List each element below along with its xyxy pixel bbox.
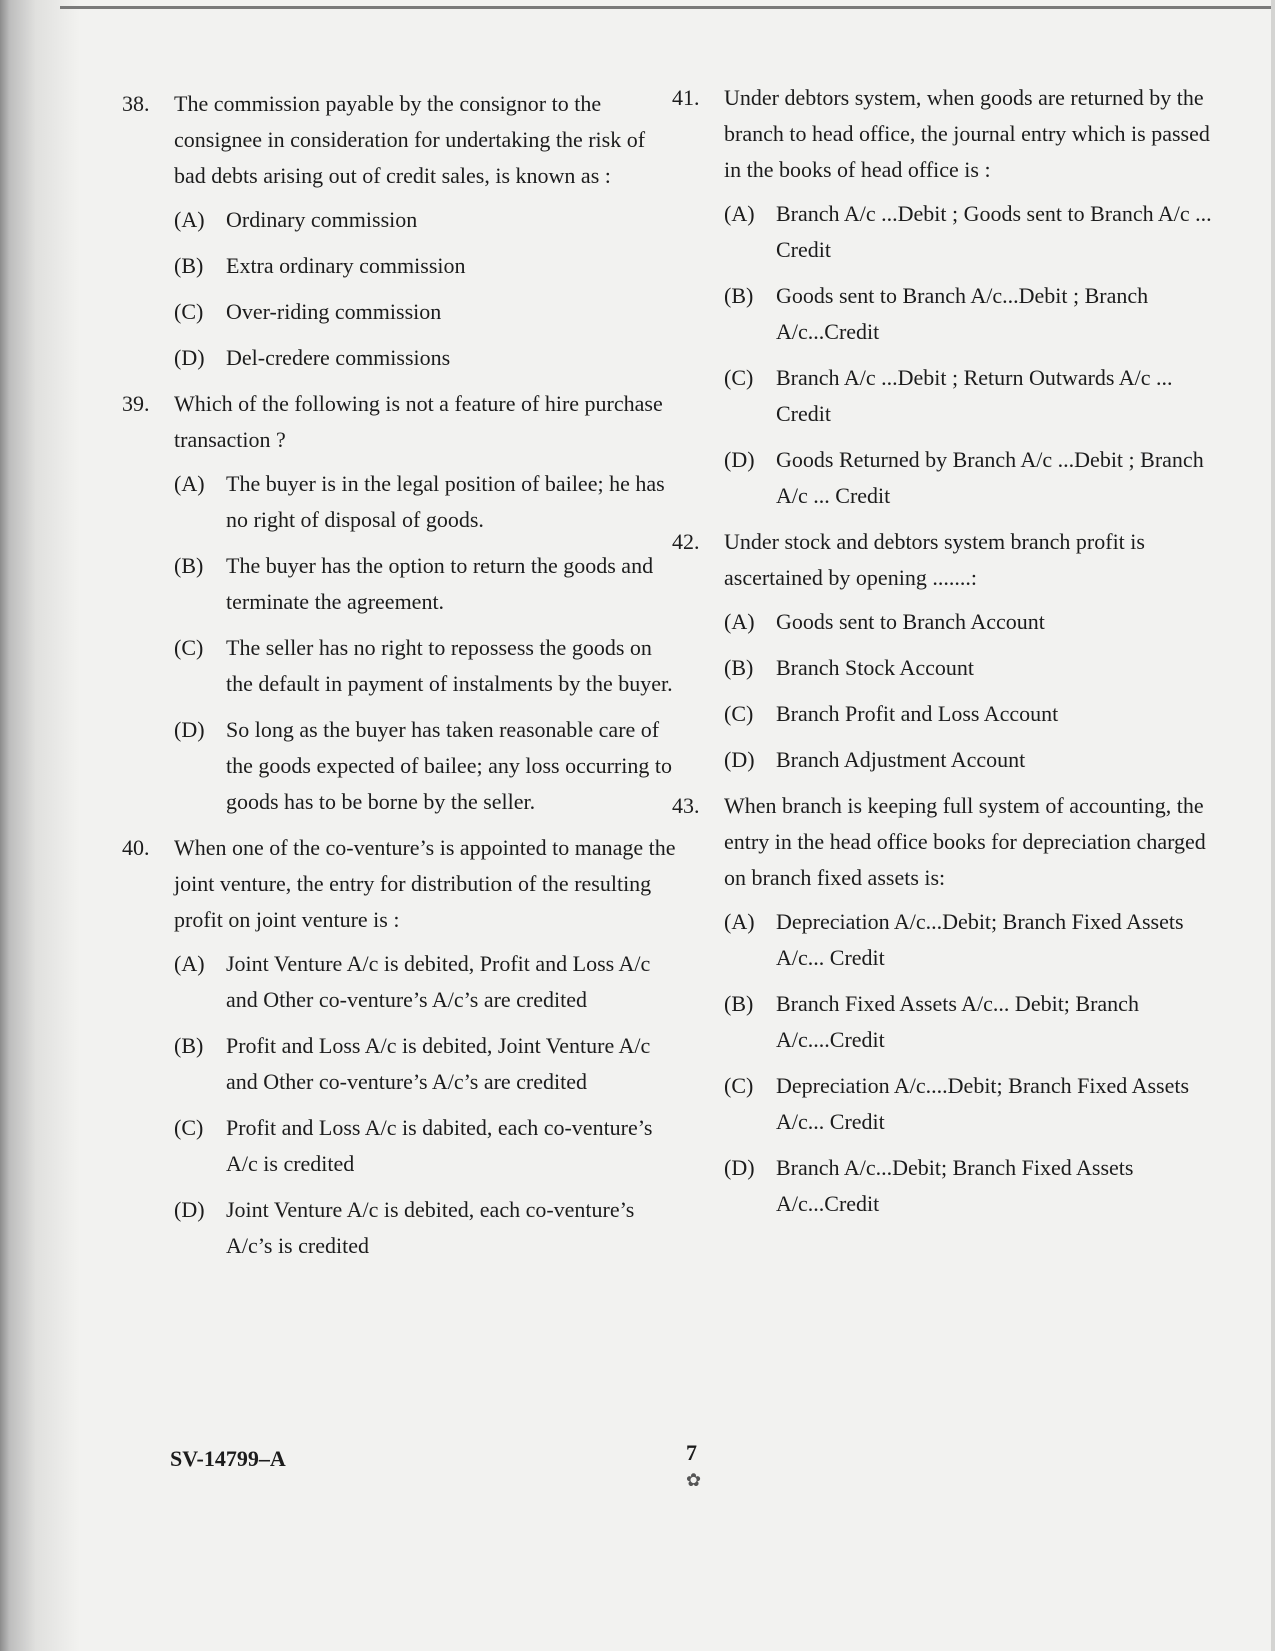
option-text: Goods sent to Branch A/c...Debit ; Branch A/c...Credit: [776, 283, 1149, 344]
option-letter: (A): [174, 207, 205, 232]
option-letter: (C): [174, 1115, 204, 1140]
option-c: [724, 1068, 1232, 1140]
question-text: Under stock and debtors system branch profit is ascertained by opening .......:: [724, 529, 1145, 590]
option-text: The buyer is in the legal position of bailee; he has no right of disposal of goods.: [226, 471, 665, 532]
question-text: The commission payable by the consignor to the consignee in consideration for undertaking the risk of bad debts arising out of credit sales, is known as :: [174, 91, 646, 188]
option-text: Goods Returned by Branch A/c ...Debit ; Branch A/c ... Credit: [776, 447, 1204, 508]
left-column: [122, 86, 682, 1274]
option-d: [724, 442, 1232, 514]
options-list: [174, 202, 682, 376]
option-letter: (D): [174, 1197, 205, 1222]
option-c: [174, 630, 682, 702]
option-c: [174, 1110, 682, 1182]
question-text: When one of the co-venture’s is appointed to manage the joint venture, the entry for distribution of the resulting profit on joint venture is :: [174, 835, 676, 932]
option-letter: (B): [724, 283, 754, 308]
option-d: [724, 742, 1232, 778]
option-b: [724, 986, 1232, 1058]
option-a: [174, 466, 682, 538]
option-c: [724, 360, 1232, 432]
option-text: Branch A/c...Debit; Branch Fixed Assets A/c...Credit: [776, 1155, 1134, 1216]
option-a: [724, 196, 1232, 268]
question-39: [122, 386, 682, 820]
question-number: 41.: [672, 85, 700, 110]
option-b: [724, 278, 1232, 350]
question-text: Under debtors system, when goods are returned by the branch to head office, the journal entry which is passed in the books of head office is :: [724, 85, 1210, 182]
options-list: [724, 604, 1232, 778]
option-letter: (D): [724, 447, 755, 472]
question-40: [122, 830, 682, 1264]
option-letter: (D): [174, 717, 205, 742]
option-text: Branch A/c ...Debit ; Return Outwards A/c ... Credit: [776, 365, 1173, 426]
question-number: 38.: [122, 91, 150, 116]
question-text: When branch is keeping full system of accounting, the entry in the head office books for depreciation charged on branch fixed assets is:: [724, 793, 1206, 890]
option-d: [174, 1192, 682, 1264]
option-letter: (C): [174, 299, 204, 324]
option-b: [174, 548, 682, 620]
option-text: The buyer has the option to return the goods and terminate the agreement.: [226, 553, 654, 614]
option-text: Ordinary commission: [226, 207, 418, 232]
question-number: 42.: [672, 529, 700, 554]
option-c: [724, 696, 1232, 732]
option-text: Extra ordinary commission: [226, 253, 466, 278]
option-letter: (D): [174, 345, 205, 370]
options-list: [724, 904, 1232, 1222]
option-a: [724, 604, 1232, 640]
options-list: [174, 946, 682, 1264]
option-letter: (B): [174, 553, 204, 578]
option-text: Joint Venture A/c is debited, Profit and Loss A/c and Other co-venture’s A/c’s are credited: [226, 951, 651, 1012]
option-d: [174, 340, 682, 376]
question-number: 39.: [122, 391, 150, 416]
option-letter: (A): [724, 909, 755, 934]
option-text: Del-credere commissions: [226, 345, 451, 370]
page-number: 7: [686, 1440, 697, 1465]
option-text: Branch Fixed Assets A/c... Debit; Branch A/c....Credit: [776, 991, 1139, 1052]
options-list: [174, 466, 682, 820]
option-text: Joint Venture A/c is debited, each co-venture’s A/c’s is credited: [226, 1197, 635, 1258]
option-text: Branch Stock Account: [776, 655, 974, 680]
question-42: [672, 524, 1232, 778]
option-d: [724, 1150, 1232, 1222]
option-letter: (A): [174, 951, 205, 976]
options-list: [724, 196, 1232, 514]
option-letter: (B): [174, 1033, 204, 1058]
option-text: Over-riding commission: [226, 299, 442, 324]
option-letter: (D): [724, 747, 755, 772]
booklet-code: SV-14799–A: [170, 1446, 286, 1471]
option-letter: (A): [724, 201, 755, 226]
question-text: Which of the following is not a feature of hire purchase transaction ?: [174, 391, 663, 452]
question-number: 43.: [672, 793, 700, 818]
option-b: [724, 650, 1232, 686]
option-letter: (C): [724, 365, 754, 390]
option-letter: (B): [724, 991, 754, 1016]
option-letter: (C): [724, 701, 754, 726]
option-text: The seller has no right to repossess the goods on the default in payment of instalments by the buyer.: [226, 635, 673, 696]
option-letter: (B): [174, 253, 204, 278]
option-b: [174, 1028, 682, 1100]
option-b: [174, 248, 682, 284]
option-c: [174, 294, 682, 330]
option-a: [174, 946, 682, 1018]
option-text: Depreciation A/c....Debit; Branch Fixed Assets A/c... Credit: [776, 1073, 1190, 1134]
option-letter: (B): [724, 655, 754, 680]
option-a: [724, 904, 1232, 976]
option-a: [174, 202, 682, 238]
right-column: [672, 80, 1232, 1232]
option-text: Branch Profit and Loss Account: [776, 701, 1059, 726]
option-text: Branch Adjustment Account: [776, 747, 1026, 772]
option-letter: (A): [724, 609, 755, 634]
option-text: Profit and Loss A/c is debited, Joint Venture A/c and Other co-venture’s A/c’s are credited: [226, 1033, 651, 1094]
option-text: Depreciation A/c...Debit; Branch Fixed Assets A/c... Credit: [776, 909, 1184, 970]
option-text: Profit and Loss A/c is dabited, each co-venture’s A/c is credited: [226, 1115, 653, 1176]
option-text: Goods sent to Branch Account: [776, 609, 1045, 634]
option-text: Branch A/c ...Debit ; Goods sent to Branch A/c ... Credit: [776, 201, 1212, 262]
flower-ornament-icon: ✿: [686, 1470, 702, 1490]
option-letter: (D): [724, 1155, 755, 1180]
question-41: [672, 80, 1232, 514]
option-letter: (A): [174, 471, 205, 496]
option-letter: (C): [174, 635, 204, 660]
question-38: [122, 86, 682, 376]
option-d: [174, 712, 682, 820]
question-number: 40.: [122, 835, 150, 860]
option-letter: (C): [724, 1073, 754, 1098]
option-text: So long as the buyer has taken reasonable care of the goods expected of bailee; any loss occurring to goods has to be borne by the seller.: [226, 717, 672, 814]
question-43: [672, 788, 1232, 1222]
